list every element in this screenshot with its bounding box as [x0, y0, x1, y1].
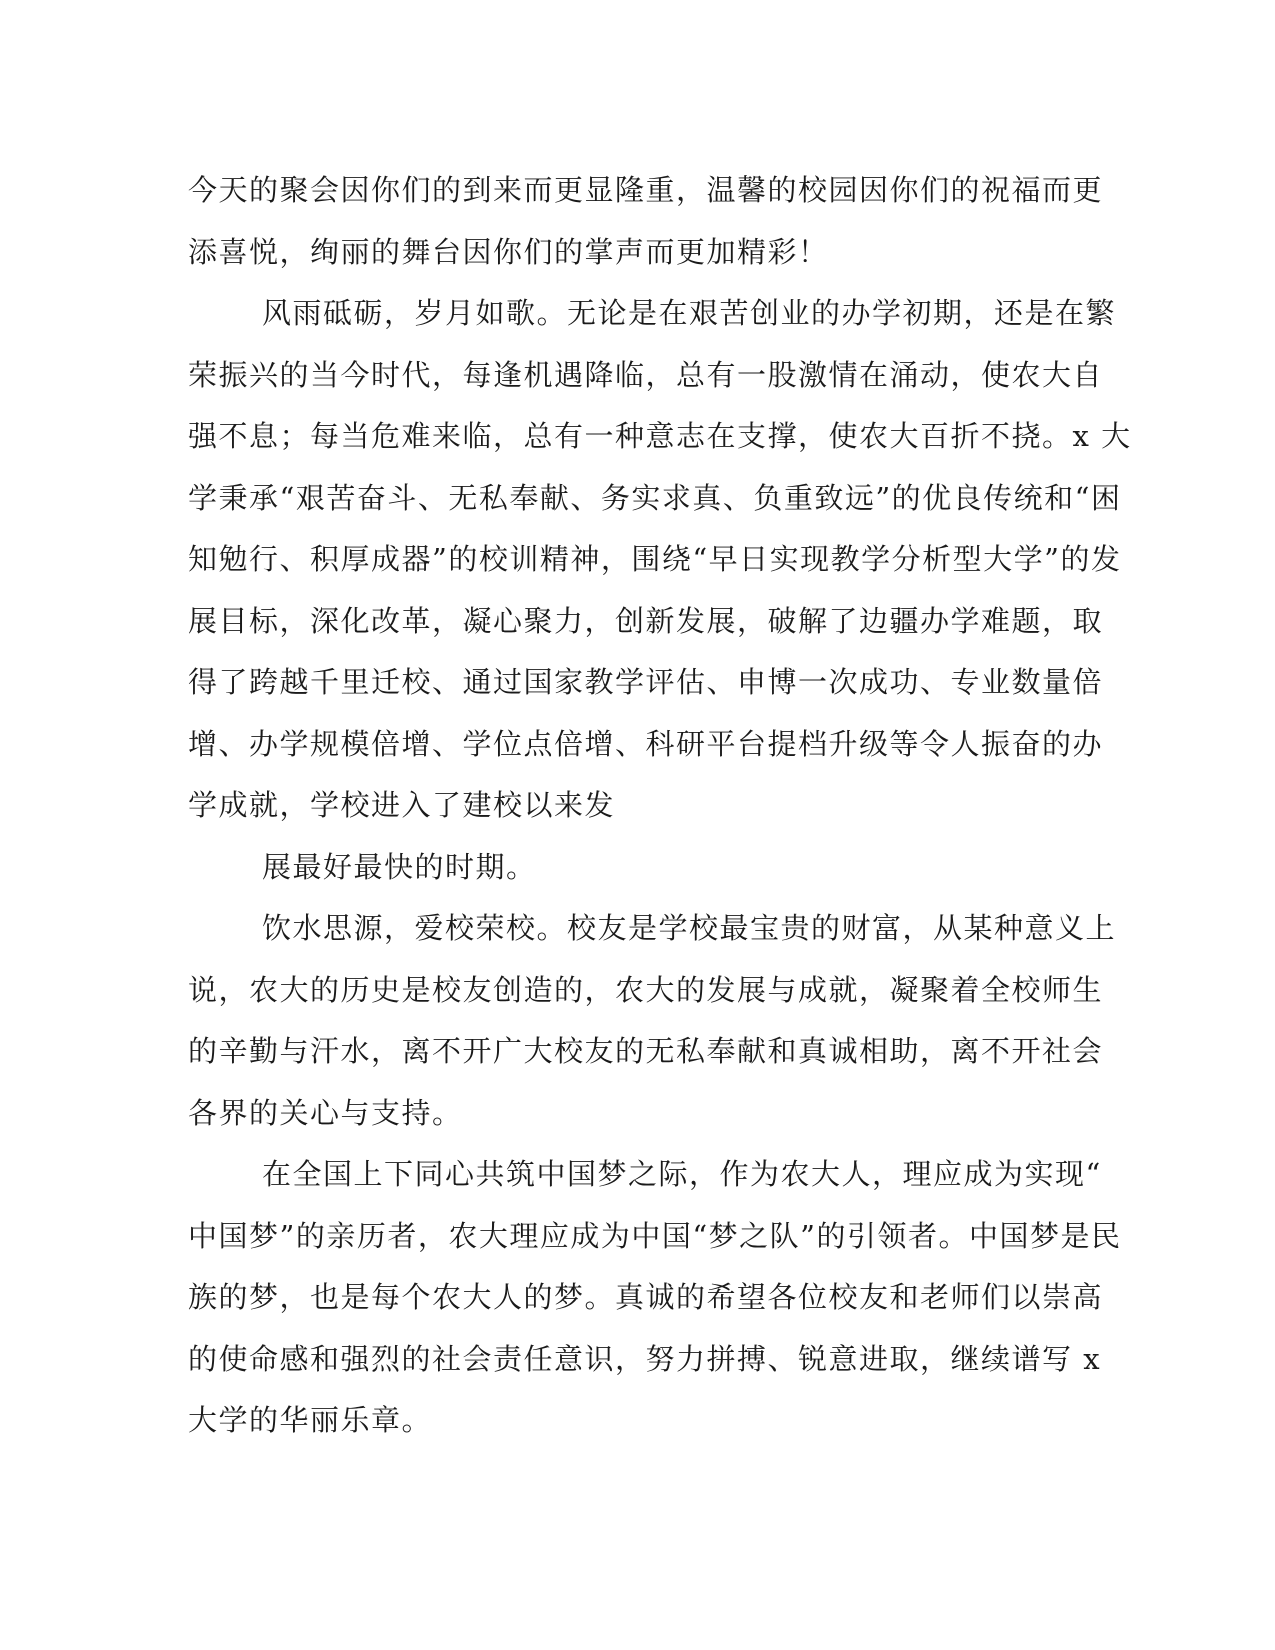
- text-line: 得了跨越千里迁校、通过国家教学评估、申博一次成功、专业数量倍: [188, 665, 1104, 699]
- text-line: 学成就，学校进入了建校以来发: [188, 788, 616, 822]
- text-line: 的使命感和强烈的社会责任意识，努力拼搏、锐意进取，继续谱写 x: [188, 1341, 1102, 1376]
- text-line: 荣振兴的当今时代，每逢机遇降临，总有一股激情在涌动，使农大自: [188, 357, 1104, 392]
- text-line: 族的梦，也是每个农大人的梦。真诚的希望各位校友和老师们以崇高: [188, 1280, 1104, 1314]
- text-line: 大学的华丽乐章。: [188, 1403, 433, 1437]
- text-line: 风雨砥砺，岁月如歌。无论是在艰苦创业的办学初期，还是在繁: [262, 296, 1117, 330]
- text-line: 中国梦”的亲历者，农大理应成为中国“梦之队”的引领者。中国梦是民: [188, 1218, 1122, 1253]
- text-line: 在全国上下同心共筑中国梦之际，作为农大人，理应成为实现“: [262, 1157, 1102, 1191]
- text-line: 强不息；每当危难来临，总有一种意志在支撑，使农大百折不挠。x 大: [188, 419, 1132, 453]
- text-line: 展最好最快的时期。: [262, 849, 537, 884]
- text-line: 各界的关心与支持。: [188, 1095, 463, 1130]
- text-line: 增、办学规模倍增、学位点倍增、科研平台提档升级等令人振奋的办: [188, 726, 1104, 761]
- text-line: 饮水思源，爱校荣校。校友是学校最宝贵的财富，从某种意义上: [262, 911, 1117, 945]
- text-line: 展目标，深化改革，凝心聚力，创新发展，破解了边疆办学难题，取: [188, 603, 1104, 638]
- document-body: [188, 160, 1132, 1452]
- text-line: 今天的聚会因你们的到来而更显隆重，温馨的校园因你们的祝福而更: [188, 173, 1104, 207]
- text-line: 知勉行、积厚成器”的校训精神，围绕“早日实现教学分析型大学”的发: [188, 542, 1122, 576]
- text-line: 的辛勤与汗水，离不开广大校友的无私奉献和真诚相助，离不开社会: [188, 1034, 1104, 1068]
- text-line: 学秉承“艰苦奋斗、无私奉献、务实求真、负重致远”的优良传统和“困: [188, 480, 1122, 515]
- text-line: 说，农大的历史是校友创造的，农大的发展与成就，凝聚着全校师生: [188, 972, 1104, 1007]
- text-line: 添喜悦，绚丽的舞台因你们的掌声而更加精彩！: [188, 234, 829, 269]
